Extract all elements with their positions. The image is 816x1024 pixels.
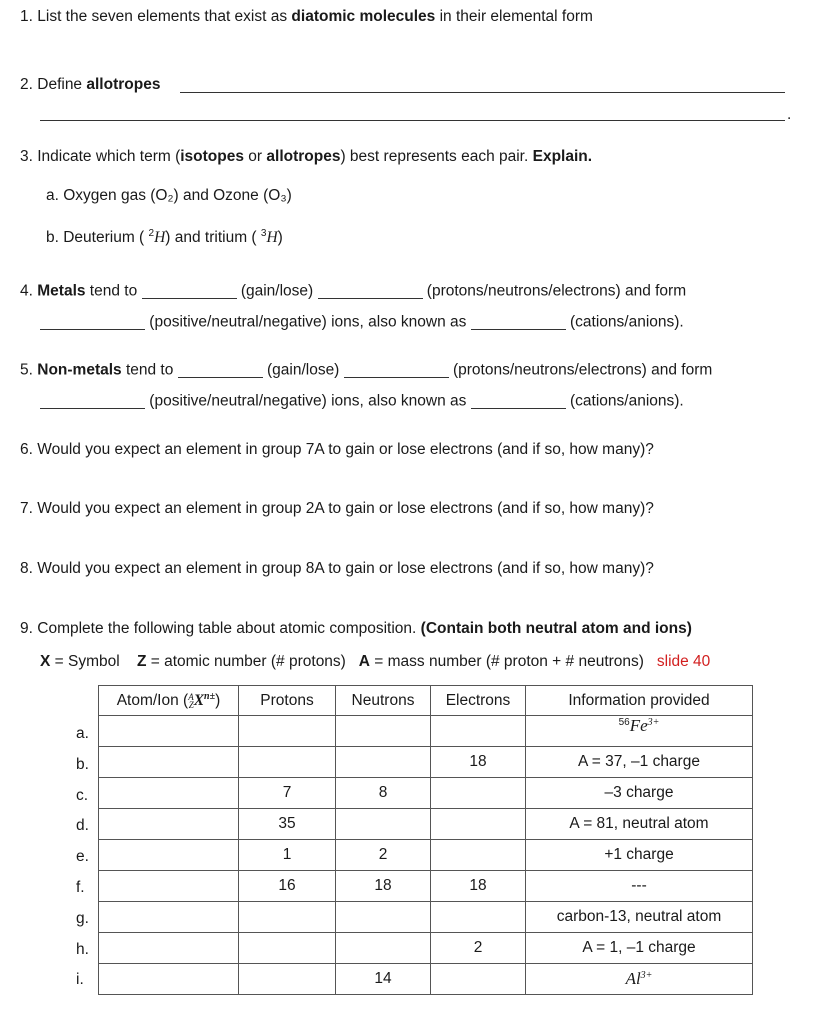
cell-info: A = 37, –1 charge — [526, 747, 753, 778]
row-label: c. — [76, 786, 89, 804]
table-row — [99, 840, 753, 871]
cell-protons[interactable] — [239, 902, 336, 933]
cell-neutrons[interactable] — [336, 809, 431, 840]
table-row — [99, 933, 753, 964]
atomic-composition-table — [98, 685, 753, 995]
question-1: 1. List the seven elements that exist as diatomic molecules in their elemental form — [20, 8, 593, 25]
answer-blank[interactable] — [40, 392, 145, 409]
cell-electrons: 18 — [431, 747, 526, 778]
cell-atom[interactable] — [99, 778, 239, 809]
question-9: 9. Complete the following table about atomic composition. (Contain both neutral atom and ions) — [20, 620, 692, 637]
cell-atom[interactable] — [99, 809, 239, 840]
table-row — [99, 964, 753, 995]
answer-blank[interactable] — [40, 313, 145, 330]
answer-blank[interactable] — [471, 392, 566, 409]
cell-protons: 7 — [239, 778, 336, 809]
cell-atom[interactable] — [99, 933, 239, 964]
row-label: e. — [76, 848, 89, 866]
question-3a: a. Oxygen gas (O₂) and Ozone (O₃) — [46, 187, 292, 204]
question-7: 7. Would you expect an element in group 2A to gain or lose electrons (and if so, how many)? — [20, 500, 654, 517]
row-label: f. — [76, 879, 85, 896]
question-3b: b. Deuterium ( $^2$H) and tritium ( $^3$H) — [46, 228, 283, 247]
cell-atom[interactable] — [99, 840, 239, 871]
row-label: a. — [76, 725, 89, 742]
answer-blank[interactable] — [471, 313, 566, 330]
cell-info: +1 charge — [526, 840, 753, 871]
cell-electrons[interactable] — [431, 902, 526, 933]
header-protons: Protons — [239, 686, 336, 716]
cell-atom[interactable] — [99, 871, 239, 902]
cell-neutrons: 18 — [336, 871, 431, 902]
cell-protons[interactable] — [239, 933, 336, 964]
cell-neutrons: 2 — [336, 840, 431, 871]
table-row — [99, 778, 753, 809]
cell-atom[interactable] — [99, 902, 239, 933]
cell-info: A = 81, neutral atom — [526, 809, 753, 840]
cell-protons: 16 — [239, 871, 336, 902]
cell-neutrons[interactable] — [336, 716, 431, 747]
header-atom-ion: Atom/Ion (A $ZX^{n\pm}$) — [99, 686, 239, 716]
cell-electrons[interactable] — [431, 964, 526, 995]
row-label: h. — [76, 940, 89, 958]
cell-protons[interactable] — [239, 964, 336, 995]
cell-electrons[interactable] — [431, 778, 526, 809]
table-row — [99, 747, 753, 778]
answer-blank[interactable] — [318, 282, 423, 299]
answer-blank[interactable] — [344, 361, 449, 378]
cell-electrons[interactable] — [431, 716, 526, 747]
row-label: i. — [76, 971, 84, 989]
answer-blank[interactable] — [142, 282, 237, 299]
cell-info: –3 charge — [526, 778, 753, 809]
cell-protons: 1 — [239, 840, 336, 871]
question-5-cont: (positive/neutral/negative) ions, also known as (cations/anions). — [40, 392, 684, 411]
cell-atom[interactable] — [99, 747, 239, 778]
table-row — [99, 809, 753, 840]
cell-neutrons: 8 — [336, 778, 431, 809]
cell-electrons[interactable] — [431, 840, 526, 871]
cell-info: --- — [526, 871, 753, 902]
fe-ion: $^{56}Fe^{3+}$ — [526, 716, 753, 747]
question-5: 5. Non-metals tend to (gain/lose) (protons/neutrons/electrons) and form — [20, 361, 713, 379]
cell-atom[interactable] — [99, 964, 239, 995]
answer-line[interactable] — [40, 120, 785, 121]
table-row — [99, 871, 753, 902]
cell-neutrons: 14 — [336, 964, 431, 995]
row-label: d. — [76, 817, 89, 835]
row-label: g. — [76, 909, 89, 927]
answer-blank[interactable] — [178, 361, 263, 378]
cell-info: carbon-13, neutral atom — [526, 902, 753, 933]
table-row — [99, 902, 753, 933]
answer-line[interactable] — [180, 92, 785, 93]
cell-neutrons[interactable] — [336, 933, 431, 964]
slide-reference: slide 40 — [656, 653, 711, 670]
cell-neutrons[interactable] — [336, 747, 431, 778]
legend-line: X = Symbol Z = atomic number (# protons) A = mass number (# proton + # neutrons) slide 40 — [40, 653, 711, 670]
question-4-cont: (positive/neutral/negative) ions, also known as (cations/anions). — [40, 313, 684, 332]
cell-atom[interactable] — [99, 716, 239, 747]
cell-protons: 35 — [239, 809, 336, 840]
cell-protons[interactable] — [239, 716, 336, 747]
header-electrons: Electrons — [431, 686, 526, 716]
row-label: b. — [76, 755, 89, 773]
question-2: 2. Define allotropes — [20, 76, 161, 93]
cell-neutrons[interactable] — [336, 902, 431, 933]
cell-electrons: 2 — [431, 933, 526, 964]
question-3: 3. Indicate which term (isotopes or allotropes) best represents each pair. Explain. — [20, 148, 593, 165]
cell-info: A = 1, –1 charge — [526, 933, 753, 964]
cell-electrons: 18 — [431, 871, 526, 902]
header-info: Information provided — [526, 686, 753, 716]
question-4: 4. Metals tend to (gain/lose) (protons/neutrons/electrons) and form — [20, 282, 687, 300]
al-ion: $Al^{3+}$ — [526, 964, 753, 995]
table-row — [99, 716, 753, 747]
cell-electrons[interactable] — [431, 809, 526, 840]
question-number: 1. — [20, 8, 33, 25]
question-6: 6. Would you expect an element in group 7A to gain or lose electrons (and if so, how many)? — [20, 441, 654, 458]
header-neutrons: Neutrons — [336, 686, 431, 716]
cell-protons[interactable] — [239, 747, 336, 778]
question-8: 8. Would you expect an element in group 8A to gain or lose electrons (and if so, how many)? — [20, 560, 654, 577]
